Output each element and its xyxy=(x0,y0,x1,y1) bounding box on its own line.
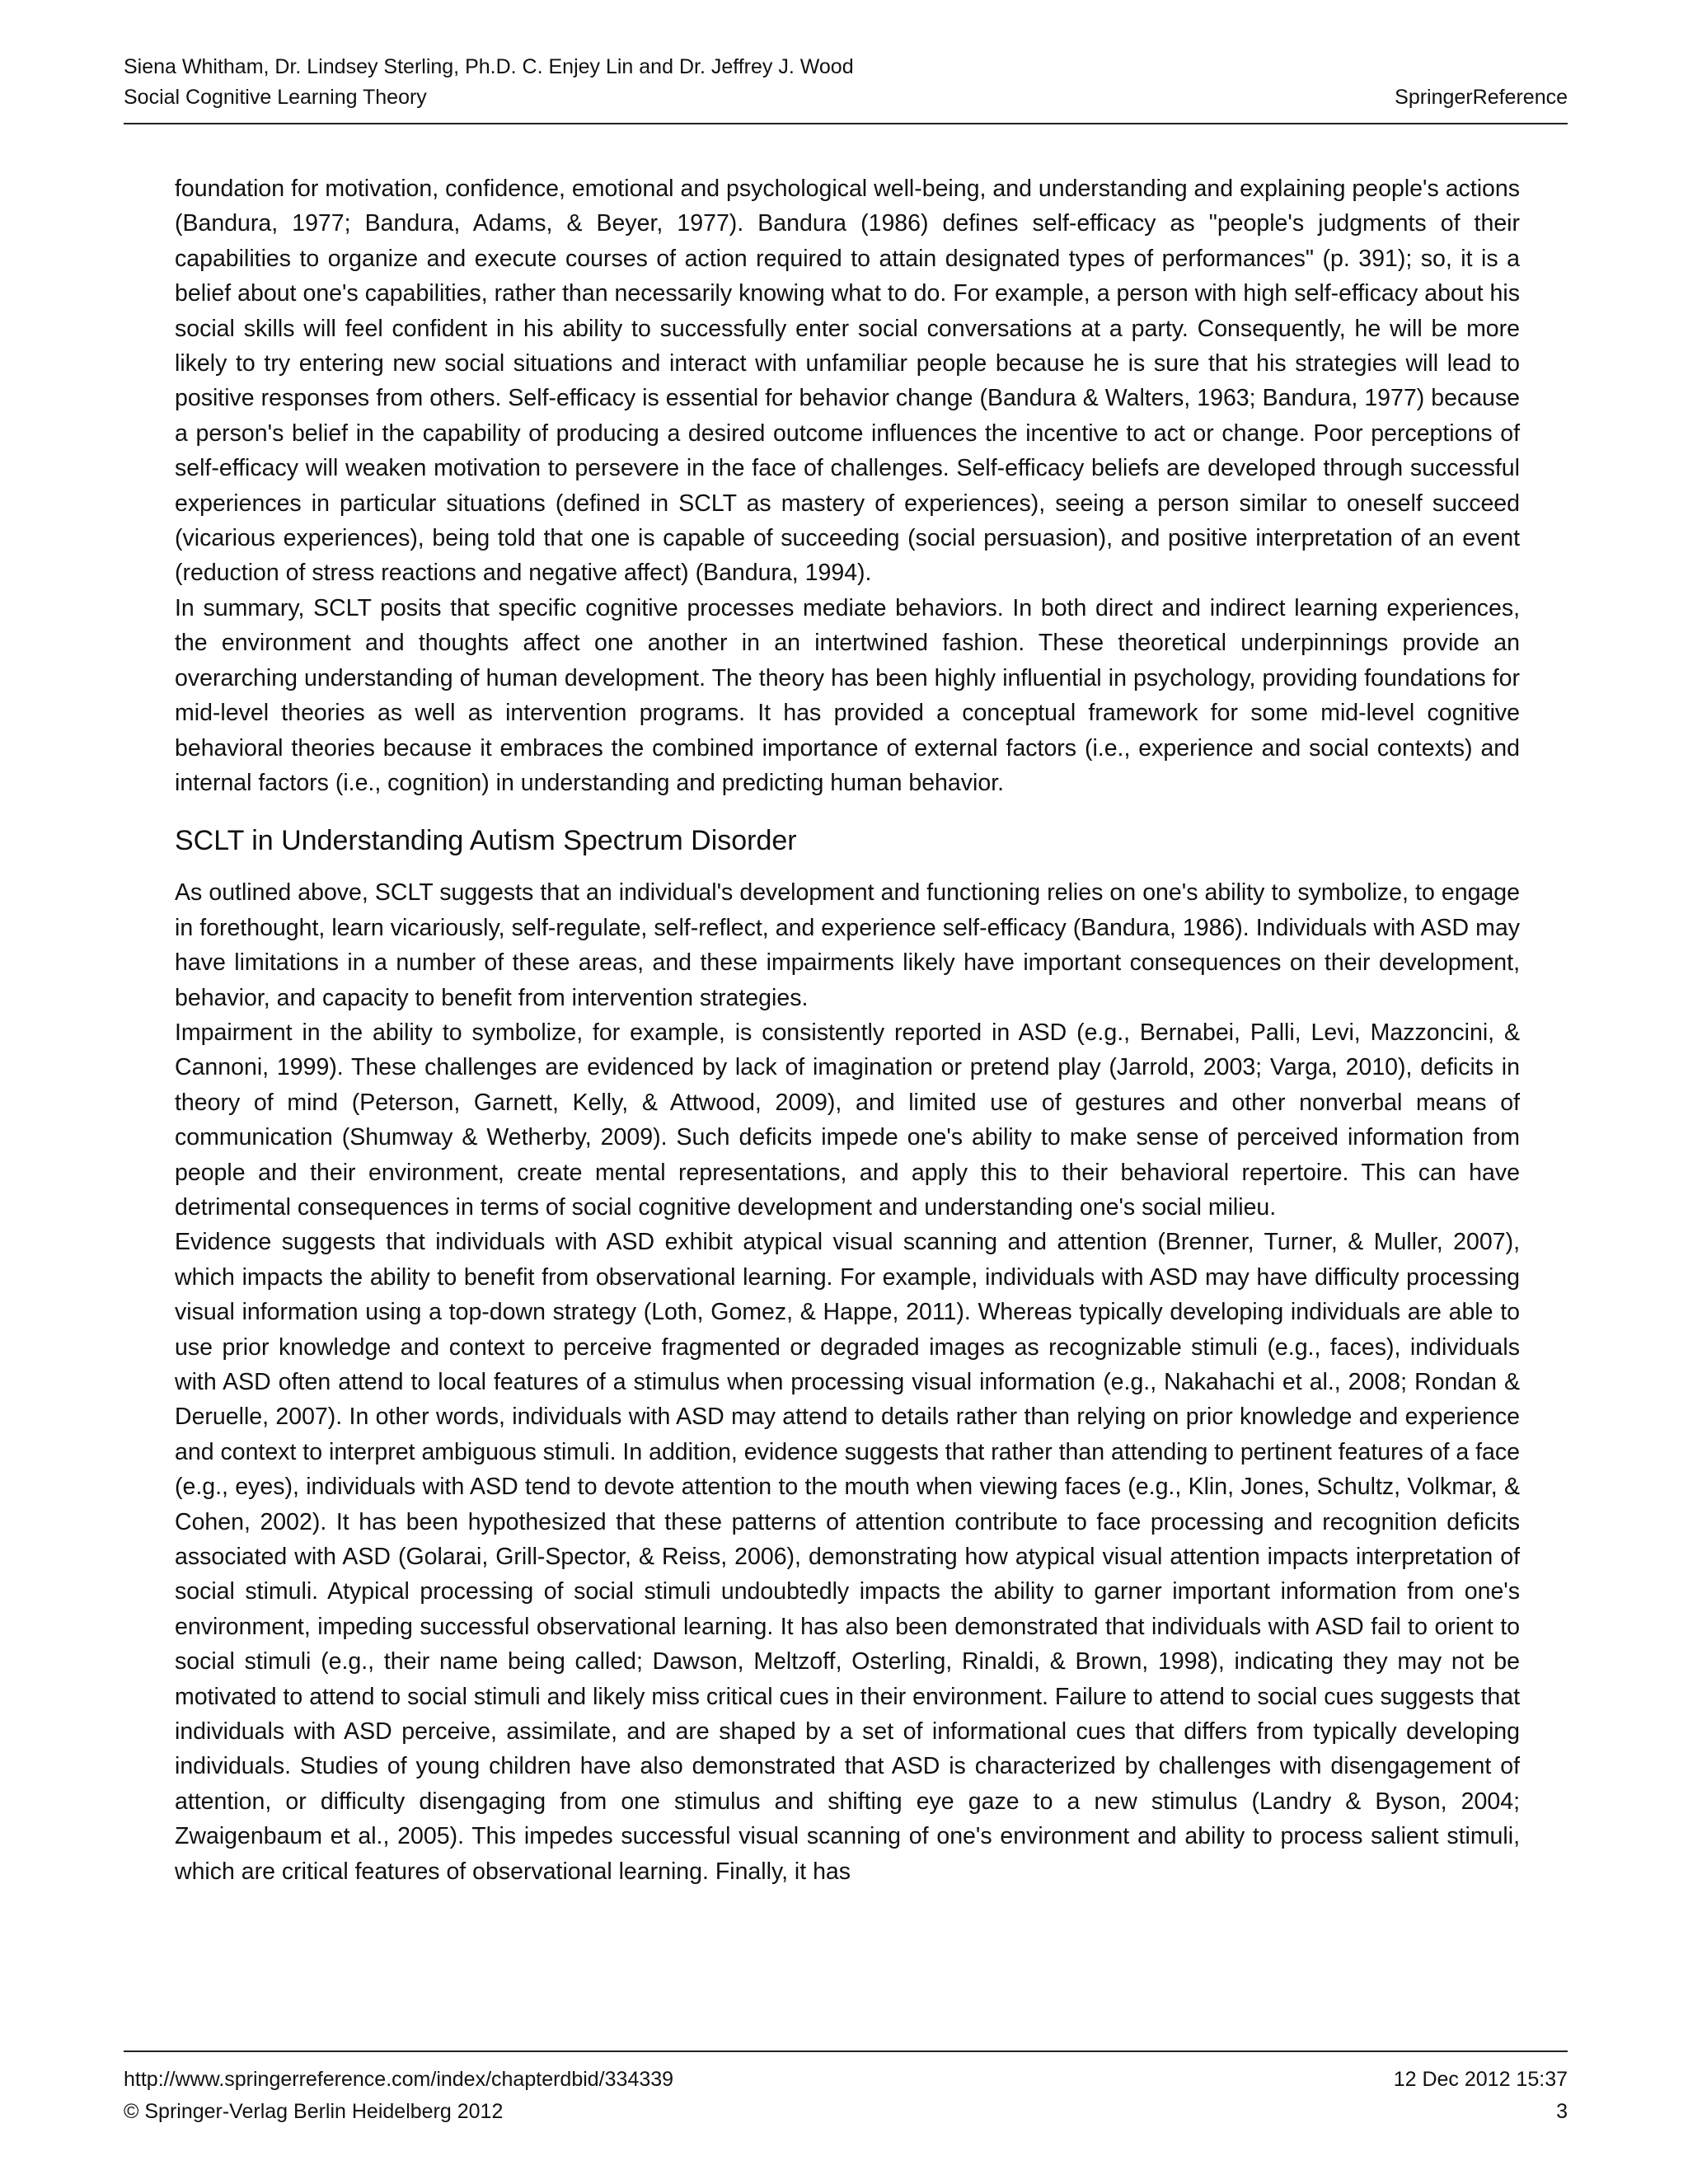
main-content xyxy=(175,171,1520,1889)
header-title: Social Cognitive Learning Theory xyxy=(124,86,427,109)
body-paragraph: Evidence suggests that individuals with ASD exhibit atypical visual scanning and attention (Brenner, Turner, & Muller, 2007), which impacts the ability to benefit from observational learning. For example, individuals with ASD may have difficulty processing visual information using a top-down strategy (Loth, Gomez, & Happe, 2011). Whereas typically developing individuals are able to use prior knowledge and context to perceive fragmented or degraded images as recognizable stimuli (e.g., faces), individuals with ASD often attend to local features of a stimulus when processing visual information (e.g., Nakahachi et al., 2008; Rondan & Deruelle, 2007). In other words, individuals with ASD may attend to details rather than relying on prior knowledge and experience and context to interpret ambiguous stimuli. In addition, evidence suggests that rather than attending to pertinent features of a face (e.g., eyes), individuals with ASD tend to devote attention to the mouth when viewing faces (e.g., Klin, Jones, Schultz, Volkmar, & Cohen, 2002). It has been hypothesized that these patterns of attention contribute to face processing and recognition deficits associated with ASD (Golarai, Grill-Spector, & Reiss, 2006), demonstrating how atypical visual attention impacts interpretation of social stimuli. Atypical processing of social stimuli undoubtedly impacts the ability to garner important information from one's environment, impeding successful observational learning. It has also been demonstrated that individuals with ASD fail to orient to social stimuli (e.g., their name being called; Dawson, Meltzoff, Osterling, Rinaldi, & Brown, 1998), indicating they may not be motivated to attend to social stimuli and likely miss critical cues in their environment. Failure to attend to social cues suggests that individuals with ASD perceive, assimilate, and are shaped by a set of informational cues that differs from typically developing individuals. Studies of young children have also demonstrated that ASD is characterized by challenges with disengagement of attention, or difficulty disengaging from one stimulus and shifting eye gaze to a new stimulus (Landry & Byson, 2004; Zwaigenbaum et al., 2005). This impedes successful visual scanning of one's environment and ability to process salient stimuli, which are critical features of observational learning. Finally, it has xyxy=(175,1229,1520,1885)
body-paragraph: foundation for motivation, confidence, emotional and psychological well-being, and understanding and explaining people's actions (Bandura, 1977; Bandura, Adams, & Beyer, 1977). Bandura (1986) defines self-efficacy as "people's judgments of their capabilities to organize and execute courses of action required to attain designated types of performances" (p. 391); so, it is a belief about one's capabilities, rather than necessarily knowing what to do. For example, a person with high self-efficacy about his social skills will feel confident in his ability to successfully enter social conversations at a party. Consequently, he will be more likely to try entering new social situations and interact with unfamiliar people because he is sure that his strategies will lead to positive responses from others. Self-efficacy is essential for behavior change (Bandura & Walters, 1963; Bandura, 1977) because a person's belief in the capability of producing a desired outcome influences the incentive to act or change. Poor perceptions of self-efficacy will weaken motivation to persevere in the face of challenges. Self-efficacy beliefs are developed through successful experiences in particular situations (defined in SCLT as mastery of experiences), seeing a person similar to oneself succeed (vicarious experiences), being told that one is capable of succeeding (social persuasion), and positive interpretation of an event (reduction of stress reactions and negative affect) (Bandura, 1994). xyxy=(175,176,1520,587)
footer-url[interactable]: http://www.springerreference.com/index/chapterdbid/334339 xyxy=(124,2068,674,2091)
header-authors: Siena Whitham, Dr. Lindsey Sterling, Ph.D. C. Enjey Lin and Dr. Jeffrey J. Wood xyxy=(124,55,854,78)
footer-date: 12 Dec 2012 15:37 xyxy=(1393,2068,1568,2091)
page-header xyxy=(124,52,1568,124)
section-heading: SCLT in Understanding Autism Spectrum Disorder xyxy=(175,825,797,857)
body-paragraph: In summary, SCLT posits that specific cognitive processes mediate behaviors. In both direct and indirect learning experiences, the environment and thoughts affect one another in an intertwined fashion. These theoretical underpinnings provide an overarching understanding of human development. The theory has been highly influential in psychology, providing foundations for mid-level theories as well as intervention programs. It has provided a conceptual framework for some mid-level cognitive behavioral theories because it embraces the combined importance of external factors (i.e., experience and social contexts) and internal factors (i.e., cognition) in understanding and predicting human behavior. xyxy=(175,594,1520,796)
header-source: SpringerReference xyxy=(1395,86,1568,109)
body-paragraph: Impairment in the ability to symbolize, for example, is consistently reported in ASD (e.g., Bernabei, Palli, Levi, Mazzoncini, & Cannoni, 1999). These challenges are evidenced by lack of imagination or pretend play (Jarrold, 2003; Varga, 2010), deficits in theory of mind (Peterson, Garnett, Kelly, & Attwood, 2009), and limited use of gestures and other nonverbal means of communication (Shumway & Wetherby, 2009). Such deficits impede one's ability to make sense of perceived information from people and their environment, create mental representations, and apply this to their behavioral repertoire. This can have detrimental consequences in terms of social cognitive development and understanding one's social milieu. xyxy=(175,1019,1520,1221)
body-paragraph: As outlined above, SCLT suggests that an individual's development and functioning relies on one's ability to symbolize, to engage in forethought, learn vicariously, self-regulate, self-reflect, and experience self-efficacy (Bandura, 1986). Individuals with ASD may have limitations in a number of these areas, and these impairments likely have important consequences on their development, behavior, and capacity to benefit from intervention strategies. xyxy=(175,879,1520,1011)
page-footer xyxy=(124,2050,1568,2126)
page-number: 3 xyxy=(1556,2100,1568,2123)
footer-copyright: © Springer-Verlag Berlin Heidelberg 2012 xyxy=(124,2100,504,2123)
